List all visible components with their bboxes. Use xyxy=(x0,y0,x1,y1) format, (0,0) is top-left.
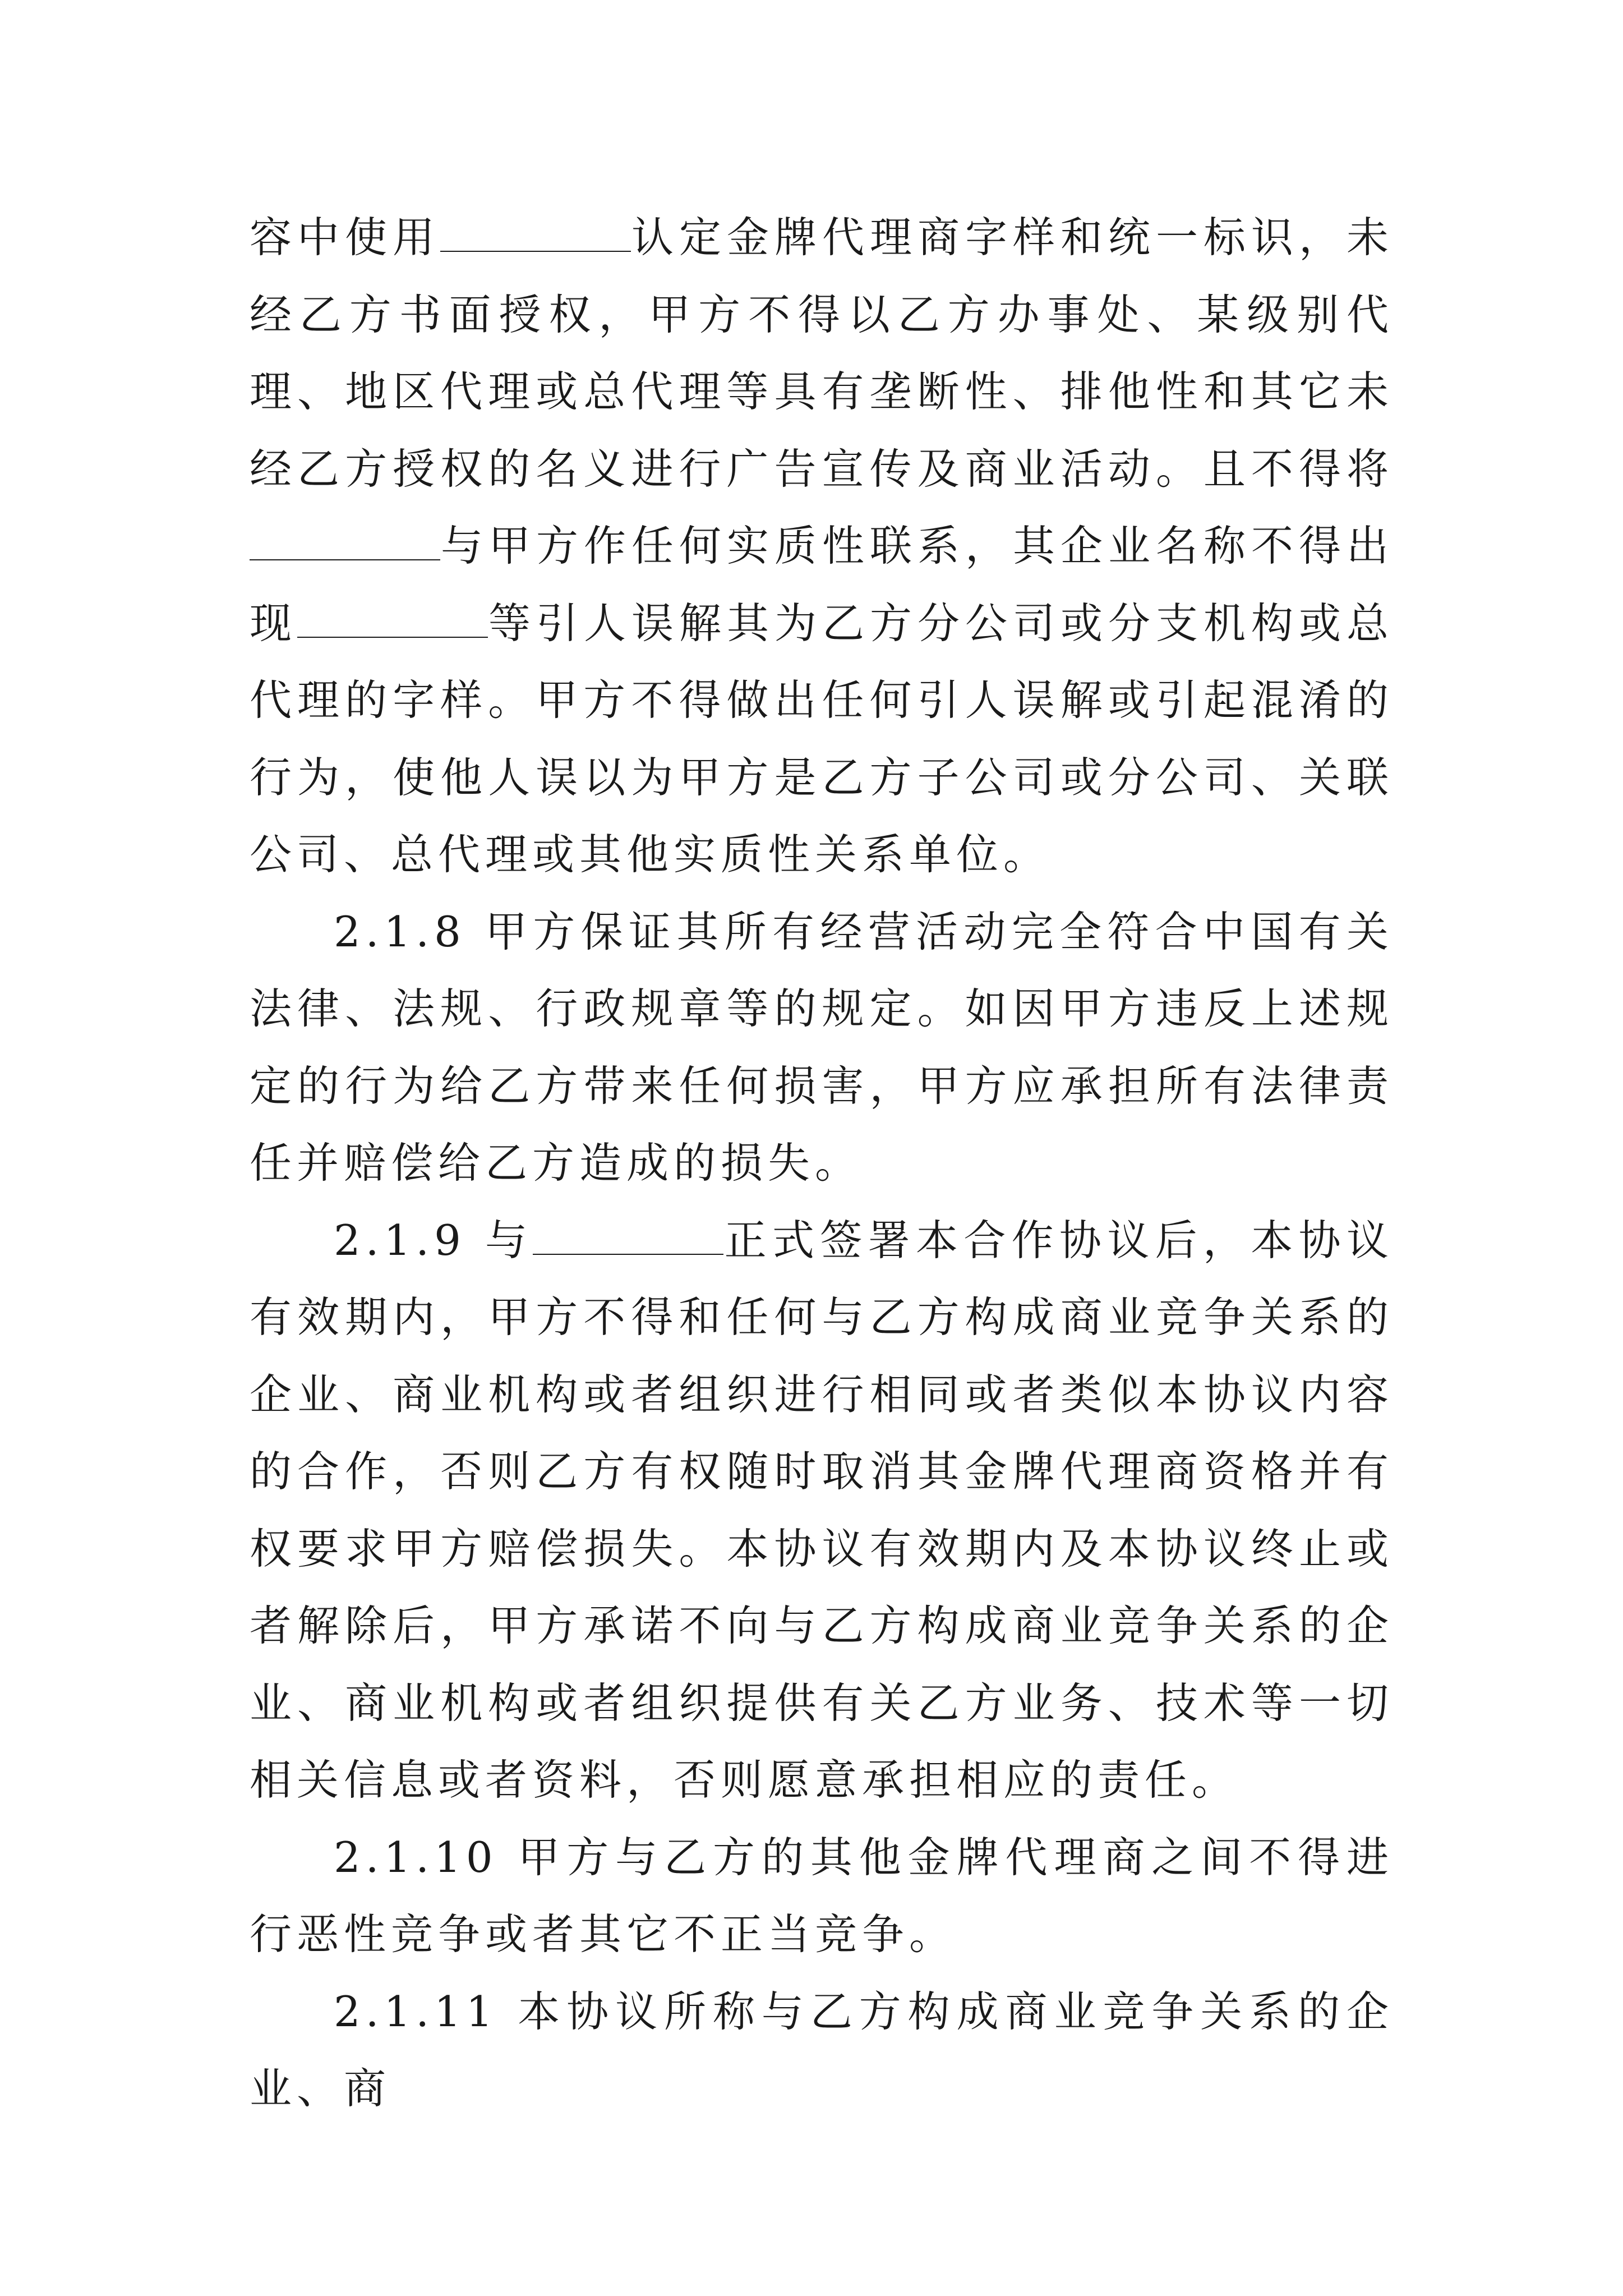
body-text xyxy=(250,199,1394,2128)
text-segment: 2.1.8 甲方保证其所有经营活动完全符合中国有关法律、法规、行政规章等的规定。如因甲方违反上述规定的行为给乙方带来任何损害，甲方应承担所有法律责任并赔偿给乙方造成的损失。 xyxy=(250,907,1394,1188)
clause-2-1-9 xyxy=(250,1202,1394,1819)
fill-in-blank xyxy=(297,597,488,638)
fill-in-blank xyxy=(250,520,440,560)
fill-in-blank xyxy=(440,211,631,252)
text-segment: 正式签署本合作协议后，本协议有效期内，甲方不得和任何与乙方构成商业竞争关系的企业、商业机构或者组织进行相同或者类似本协议内容的合作，否则乙方有权随时取消其金牌代理商资格并有权要求甲方赔偿损失。本协议有效期内及本协议终止或者解除后，甲方承诺不向与乙方构成商业竞争关系的企业、商业机构或者组织提供有关乙方业务、技术等一切相关信息或者资料，否则愿意承担相应的责任。 xyxy=(250,1215,1394,1805)
clause-2-1-11 xyxy=(250,1973,1394,2128)
text-segment: 2.1.10 甲方与乙方的其他金牌代理商之间不得进行恶性竞争或者其它不正当竞争。 xyxy=(250,1832,1394,1959)
clause-2-1-8 xyxy=(250,894,1394,1202)
text-segment: 容中使用 xyxy=(250,213,440,262)
text-segment: 认定金牌代理商字样和统一标识，未经乙方书面授权，甲方不得以乙方办事处、某级别代理、地区代理或总代理等具有垄断性、排他性和其它未经乙方授权的名义进行广告宣传及商业活动。且不得将 xyxy=(250,213,1394,494)
text-segment: 2.1.9 与 xyxy=(334,1215,533,1265)
clause-2-1-10 xyxy=(250,1819,1394,1973)
text-segment: 2.1.11 本协议所称与乙方构成商业竞争关系的企业、商 xyxy=(250,1986,1394,2113)
text-segment: 等引人误解其为乙方分公司或分支机构或总代理的字样。甲方不得做出任何引人误解或引起混淆的行为，使他人误以为甲方是乙方子公司或分公司、关联公司、总代理或其他实质性关系单位。 xyxy=(250,598,1394,879)
fill-in-blank xyxy=(533,1214,723,1255)
text-segment: 与甲方作任何实质性联系，其企业名称不得出现 xyxy=(250,521,1394,648)
paragraph-continuation xyxy=(250,199,1394,894)
